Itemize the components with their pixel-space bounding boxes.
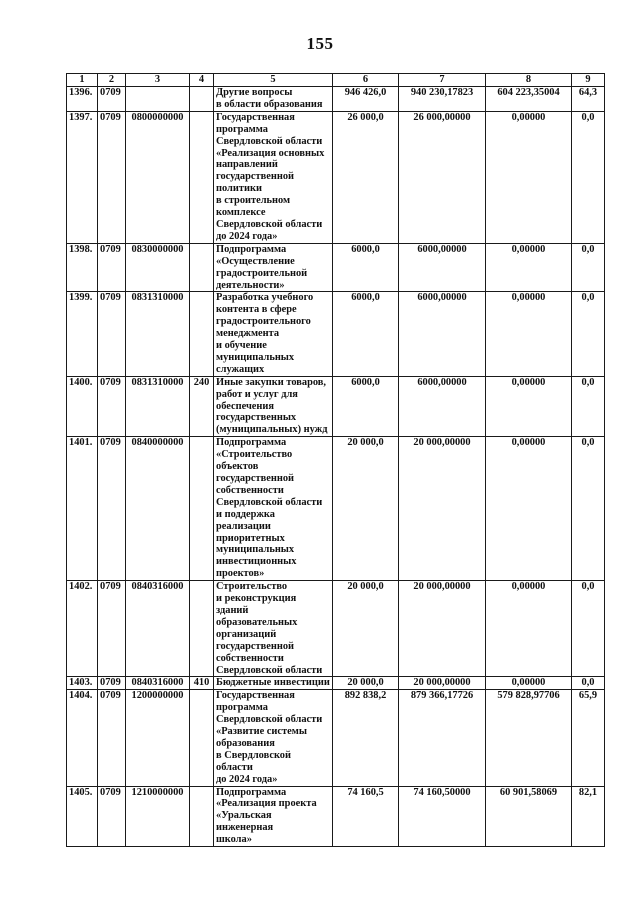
approved-amount-cell: 20 000,00000 xyxy=(399,677,486,690)
item-name-cell xyxy=(214,581,333,677)
row-number-cell: 1398. xyxy=(67,243,98,292)
percent-cell: 0,0 xyxy=(572,292,605,376)
expense-type-cell: 410 xyxy=(190,677,214,690)
item-name-cell xyxy=(214,376,333,437)
section-code-cell: 0709 xyxy=(98,581,126,677)
approved-amount-cell: 6000,00000 xyxy=(399,243,486,292)
row-number-cell: 1397. xyxy=(67,111,98,243)
executed-amount-cell: 60 901,58069 xyxy=(486,786,572,847)
approved-amount-cell: 20 000,00000 xyxy=(399,437,486,581)
executed-amount-cell: 604 223,35004 xyxy=(486,87,572,112)
header-cell: 3 xyxy=(126,74,190,87)
planned-amount-cell: 6000,0 xyxy=(333,292,399,376)
target-code-cell: 1210000000 xyxy=(126,786,190,847)
planned-amount-cell: 20 000,0 xyxy=(333,581,399,677)
planned-amount-cell: 20 000,0 xyxy=(333,437,399,581)
header-row xyxy=(67,74,605,87)
row-number-cell: 1405. xyxy=(67,786,98,847)
expense-type-cell xyxy=(190,581,214,677)
item-name-cell xyxy=(214,786,333,847)
expense-type-cell: 240 xyxy=(190,376,214,437)
approved-amount-cell: 879 366,17726 xyxy=(399,690,486,786)
section-code-cell: 0709 xyxy=(98,690,126,786)
executed-amount-cell: 0,00000 xyxy=(486,581,572,677)
item-name-cell xyxy=(214,677,333,690)
expense-type-cell xyxy=(190,690,214,786)
target-code-cell: 0840316000 xyxy=(126,677,190,690)
header-cell: 1 xyxy=(67,74,98,87)
item-name-cell xyxy=(214,87,333,112)
table-row xyxy=(67,690,605,786)
executed-amount-cell: 0,00000 xyxy=(486,376,572,437)
expense-type-cell xyxy=(190,243,214,292)
percent-cell: 0,0 xyxy=(572,111,605,243)
section-code-cell: 0709 xyxy=(98,87,126,112)
table-row xyxy=(67,677,605,690)
expense-type-cell xyxy=(190,87,214,112)
row-number-cell: 1396. xyxy=(67,87,98,112)
approved-amount-cell: 6000,00000 xyxy=(399,292,486,376)
item-name-text: Разработка учебного контента в сфере градостроительного менеджмента и обучение муниципальных служащих xyxy=(216,292,314,375)
target-code-cell: 1200000000 xyxy=(126,690,190,786)
header-cell: 6 xyxy=(333,74,399,87)
target-code-cell: 0830000000 xyxy=(126,243,190,292)
item-name-text: Государственная программа Свердловской области «Реализация основных направлений государственной политики в строительном комплексе Свердловской области до 2024 года» xyxy=(216,111,325,242)
approved-amount-cell: 74 160,50000 xyxy=(399,786,486,847)
target-code-cell: 0831310000 xyxy=(126,292,190,376)
item-name-cell xyxy=(214,437,333,581)
row-number-cell: 1403. xyxy=(67,677,98,690)
executed-amount-cell: 0,00000 xyxy=(486,677,572,690)
header-cell: 7 xyxy=(399,74,486,87)
executed-amount-cell: 579 828,97706 xyxy=(486,690,572,786)
table-row xyxy=(67,786,605,847)
item-name-text: Иные закупки товаров, работ и услуг для обеспечения государственных (муниципальных) нужд xyxy=(216,376,328,436)
item-name-text: Государственная программа Свердловской области «Развитие системы образования в Свердловской области до 2024 года» xyxy=(216,690,323,785)
table-row xyxy=(67,376,605,437)
approved-amount-cell: 6000,00000 xyxy=(399,376,486,437)
target-code-cell: 0840316000 xyxy=(126,581,190,677)
target-code-cell: 0840000000 xyxy=(126,437,190,581)
percent-cell: 0,0 xyxy=(572,243,605,292)
expense-type-cell xyxy=(190,292,214,376)
executed-amount-cell: 0,00000 xyxy=(486,243,572,292)
planned-amount-cell: 26 000,0 xyxy=(333,111,399,243)
percent-cell: 0,0 xyxy=(572,437,605,581)
page-number: 155 xyxy=(306,34,334,53)
table-body xyxy=(67,87,605,847)
executed-amount-cell: 0,00000 xyxy=(486,111,572,243)
table-row xyxy=(67,437,605,581)
approved-amount-cell: 940 230,17823 xyxy=(399,87,486,112)
executed-amount-cell: 0,00000 xyxy=(486,437,572,581)
section-code-cell: 0709 xyxy=(98,376,126,437)
percent-cell: 65,9 xyxy=(572,690,605,786)
header-cell: 5 xyxy=(214,74,333,87)
item-name-cell xyxy=(214,243,333,292)
table-row xyxy=(67,87,605,112)
target-code-cell: 0800000000 xyxy=(126,111,190,243)
item-name-text: Подпрограмма «Строительство объектов государственной собственности Свердловской области и поддержка реализации приоритетных муниципальных инвестиционных проектов» xyxy=(216,437,323,580)
planned-amount-cell: 6000,0 xyxy=(333,376,399,437)
table-row xyxy=(67,243,605,292)
section-code-cell: 0709 xyxy=(98,786,126,847)
header-cell: 9 xyxy=(572,74,605,87)
table-row xyxy=(67,581,605,677)
planned-amount-cell: 74 160,5 xyxy=(333,786,399,847)
planned-amount-cell: 946 426,0 xyxy=(333,87,399,112)
header-cell: 4 xyxy=(190,74,214,87)
planned-amount-cell: 6000,0 xyxy=(333,243,399,292)
percent-cell: 82,1 xyxy=(572,786,605,847)
table-row xyxy=(67,111,605,243)
percent-cell: 64,3 xyxy=(572,87,605,112)
row-number-cell: 1404. xyxy=(67,690,98,786)
row-number-cell: 1401. xyxy=(67,437,98,581)
percent-cell: 0,0 xyxy=(572,581,605,677)
section-code-cell: 0709 xyxy=(98,243,126,292)
budget-table xyxy=(66,73,605,847)
executed-amount-cell: 0,00000 xyxy=(486,292,572,376)
target-code-cell: 0831310000 xyxy=(126,376,190,437)
item-name-text: Подпрограмма «Реализация проекта «Уральская инженерная школа» xyxy=(216,786,317,846)
table-row xyxy=(67,292,605,376)
item-name-text: Подпрограмма «Осуществление градостроительной деятельности» xyxy=(216,243,308,291)
item-name-cell xyxy=(214,292,333,376)
row-number-cell: 1400. xyxy=(67,376,98,437)
expense-type-cell xyxy=(190,437,214,581)
section-code-cell: 0709 xyxy=(98,677,126,690)
row-number-cell: 1399. xyxy=(67,292,98,376)
planned-amount-cell: 892 838,2 xyxy=(333,690,399,786)
item-name-cell xyxy=(214,111,333,243)
item-name-text: Строительство и реконструкция зданий образовательных организаций государственной собственности Свердловской области xyxy=(216,581,323,676)
section-code-cell: 0709 xyxy=(98,292,126,376)
approved-amount-cell: 20 000,00000 xyxy=(399,581,486,677)
section-code-cell: 0709 xyxy=(98,437,126,581)
item-name-cell xyxy=(214,690,333,786)
target-code-cell xyxy=(126,87,190,112)
expense-type-cell xyxy=(190,111,214,243)
row-number-cell: 1402. xyxy=(67,581,98,677)
planned-amount-cell: 20 000,0 xyxy=(333,677,399,690)
expense-type-cell xyxy=(190,786,214,847)
percent-cell: 0,0 xyxy=(572,376,605,437)
percent-cell: 0,0 xyxy=(572,677,605,690)
item-name-text: Другие вопросы в области образования xyxy=(216,87,323,110)
approved-amount-cell: 26 000,00000 xyxy=(399,111,486,243)
header-cell: 8 xyxy=(486,74,572,87)
header-cell: 2 xyxy=(98,74,126,87)
item-name-text: Бюджетные инвестиции xyxy=(216,677,330,689)
section-code-cell: 0709 xyxy=(98,111,126,243)
